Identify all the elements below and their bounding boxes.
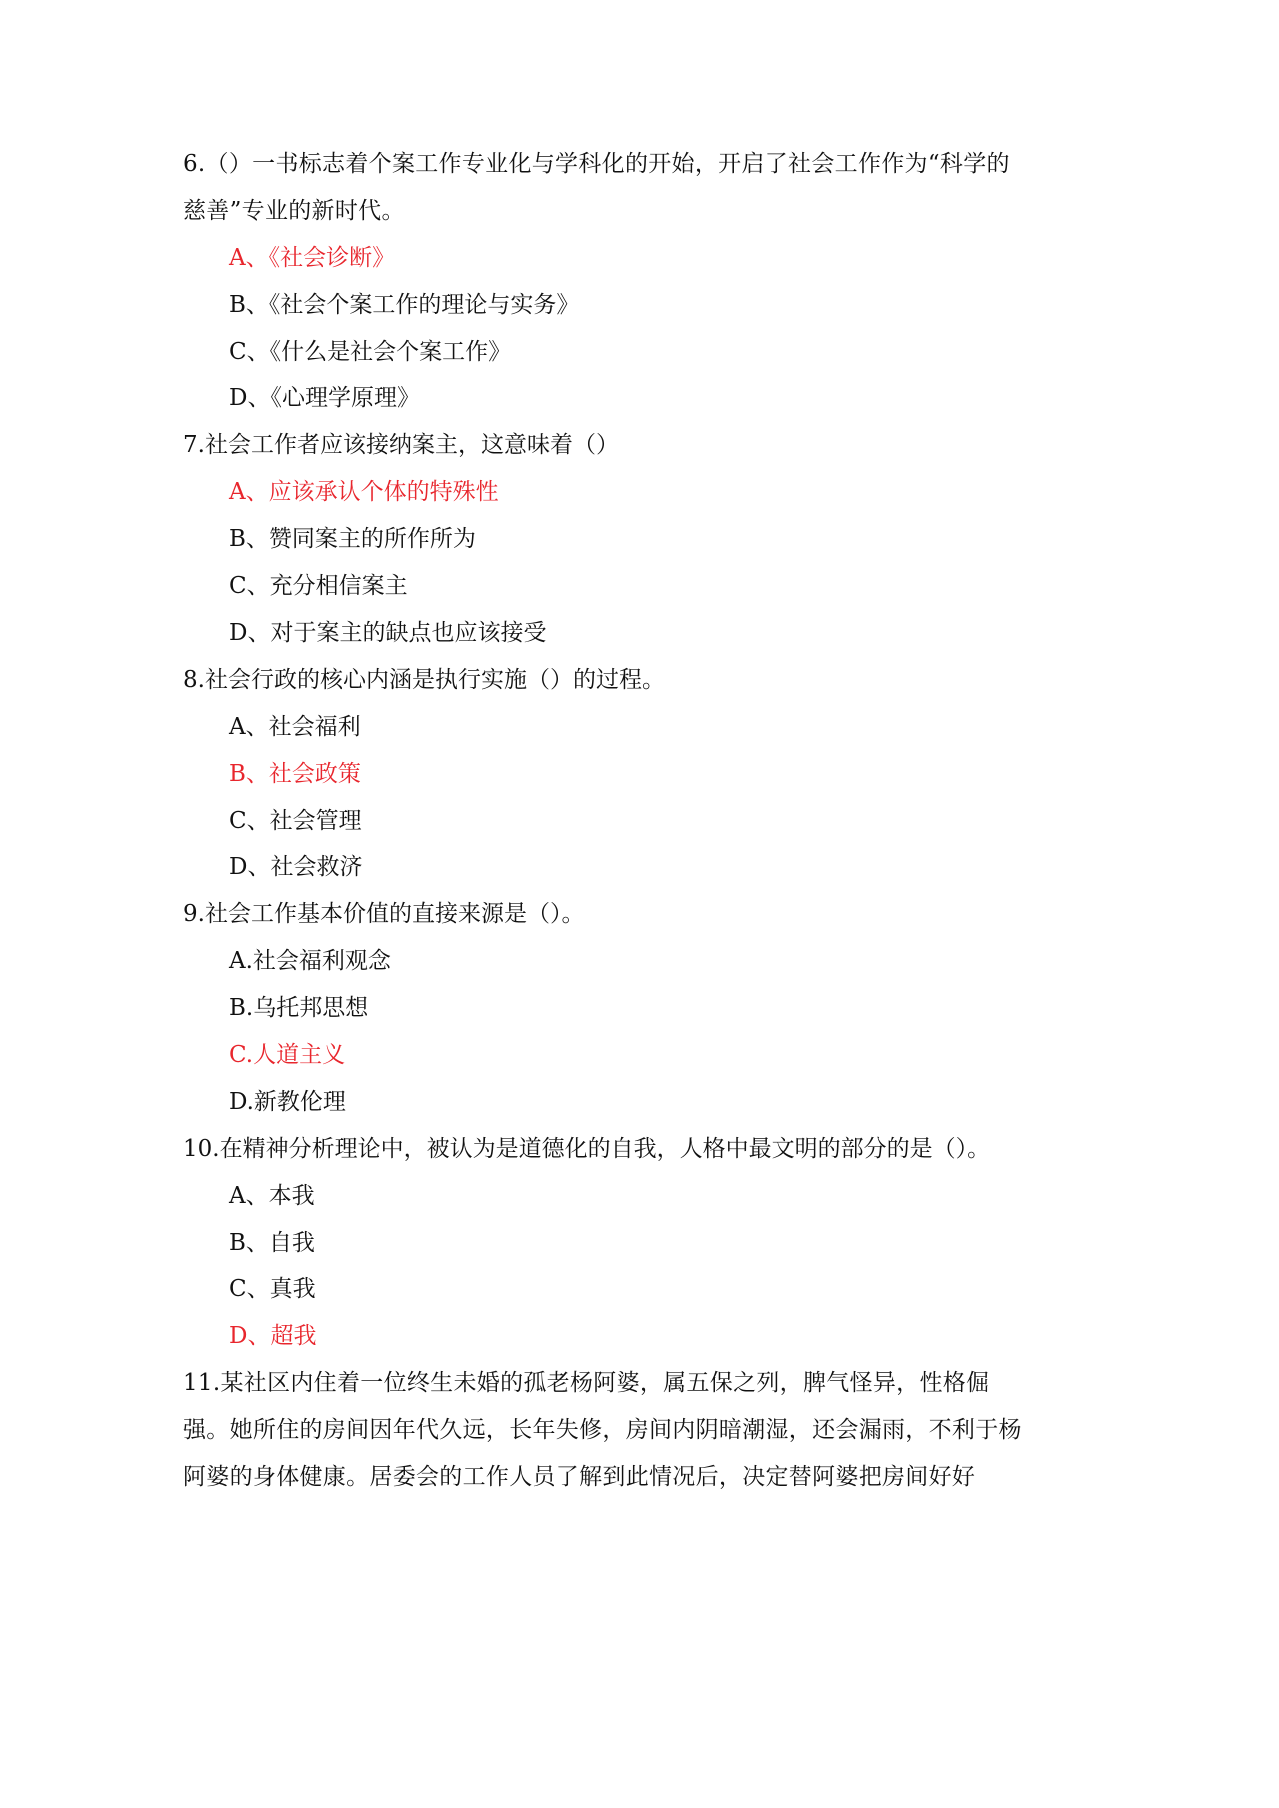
question-stem-11: 11.某社区内住着一位终生未婚的孤老杨阿婆，属五保之列，脾气怪异，性格倔强。她所住的房间因年代久远，长年失修，房间内阴暗潮湿，还会漏雨，不利于杨阿婆的身体健康。居委会的工作人员了解到此情况后，决定替阿婆把房间好好 (183, 1370, 1022, 1490)
option-6-d: D、《心理学原理》 (229, 385, 420, 412)
option-9-a: A.社会福利观念 (229, 948, 391, 975)
option-10-d: D、超我 (229, 1323, 317, 1350)
option-6-b: B、《社会个案工作的理论与实务》 (229, 291, 580, 318)
question-stem-10: 10.在精神分析理论中，被认为是道德化的自我，人格中最文明的部分的是（）。 (183, 1135, 991, 1162)
option-10-a: A、本我 (229, 1182, 315, 1209)
option-8-b: B、社会政策 (229, 760, 361, 787)
option-10-b: B、自我 (229, 1229, 315, 1256)
option-6-a: A、《社会诊断》 (229, 244, 396, 271)
question-stem-6: 6.（）一书标志着个案工作专业化与学科化的开始，开启了社会工作作为“科学的慈善”专业的新时代。 (183, 151, 1010, 224)
option-8-d: D、社会救济 (229, 854, 363, 881)
option-8-c: C、社会管理 (229, 807, 362, 834)
option-7-a: A、应该承认个体的特殊性 (229, 479, 499, 506)
option-7-d: D、对于案主的缺点也应该接受 (229, 619, 547, 646)
option-7-b: B、赞同案主的所作所为 (229, 526, 476, 553)
question-stem-8: 8.社会行政的核心内涵是执行实施（）的过程。 (183, 666, 665, 693)
option-9-c: C.人道主义 (229, 1041, 346, 1068)
option-10-c: C、真我 (229, 1276, 316, 1303)
question-stem-7: 7.社会工作者应该接纳案主，这意味着（） (183, 432, 619, 459)
option-7-c: C、充分相信案主 (229, 573, 408, 600)
option-8-a: A、社会福利 (229, 713, 361, 740)
option-9-d: D.新教伦理 (229, 1088, 346, 1115)
question-list (183, 141, 1023, 1501)
question-stem-9: 9.社会工作基本价值的直接来源是（）。 (183, 901, 585, 928)
option-6-c: C、《什么是社会个案工作》 (229, 338, 512, 365)
option-9-b: B.乌托邦思想 (229, 995, 369, 1022)
